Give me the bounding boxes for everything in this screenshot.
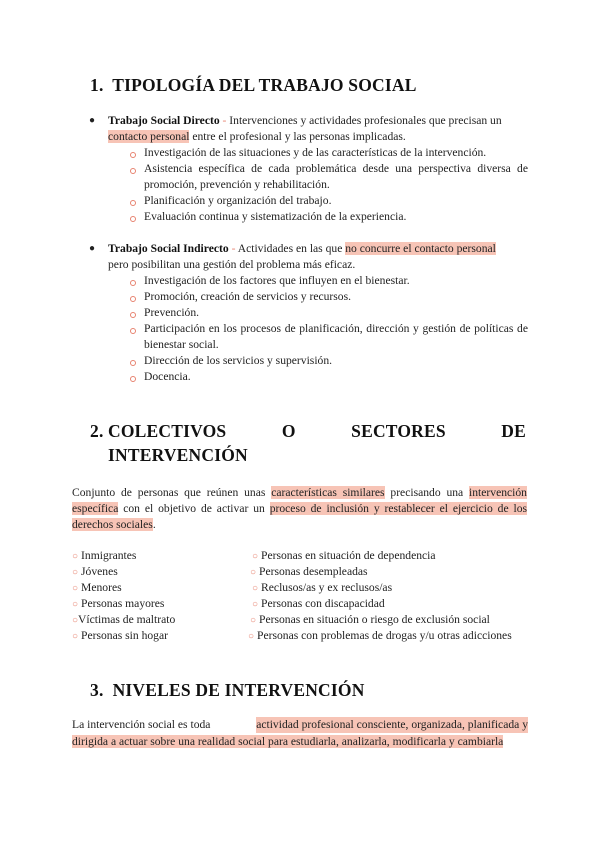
circle-bullet-icon: ○ [250,615,257,626]
indirecto-item-3: Prevención. [144,306,200,319]
colectivo-item: ○ Personas con discapacidad [252,597,385,610]
circle-bullet-icon [130,200,136,206]
directo-item-2: Asistencia específica de cada problemática desde una perspectiva diversa de promoción, prevención y rehabilitación. [144,162,528,191]
indirecto-item-5: Dirección de los servicios y supervisión. [144,354,333,367]
circle-bullet-icon [130,360,136,366]
circle-bullet-icon [130,376,136,382]
colectivos-paragraph: Conjunto de personas que reúnen unas características similares precisando una intervención específica con el objetivo de activar un proceso de inclusión y restablecer el ejercicio de los derechos sociales. [72,486,528,531]
circle-bullet-icon [130,216,136,222]
colectivo-item: ○Víctimas de maltrato [72,613,176,626]
bullet-icon: ● [89,115,96,126]
bullet-icon: ● [89,243,96,254]
colectivo-item: ○ Jóvenes [72,565,118,578]
colectivo-item: ○ Personas con problemas de drogas y/u otras adicciones [248,629,512,642]
colectivo-item: ○ Personas en situación de dependencia [252,549,436,562]
circle-bullet-icon [130,328,136,334]
section-2-heading: 2. COLECTIVOS O SECTORES DE INTERVENCIÓN [90,421,526,465]
circle-bullet-icon: ○ [252,583,259,594]
directo-item-4: Evaluación continua y sistematización de la experiencia. [144,210,407,223]
niveles-paragraph-line2: dirigida a actuar sobre una realidad social para estudiarla, analizarla, modificarla y cambiarla [72,735,504,748]
circle-bullet-icon [130,152,136,158]
colectivo-item: ○ Personas mayores [72,597,165,610]
directo-paragraph-line2: contacto personal entre el profesional y las personas implicadas. [108,130,406,143]
colectivo-item: ○ Reclusos/as y ex reclusos/as [252,581,393,594]
indirecto-item-2: Promoción, creación de servicios y recursos. [144,290,352,303]
section-3-heading: 3. NIVELES DE INTERVENCIÓN [90,680,365,700]
circle-bullet-icon: ○ [72,599,79,610]
circle-bullet-icon [130,280,136,286]
directo-paragraph: Trabajo Social Directo - Intervenciones y actividades profesionales que precisan un [108,114,502,127]
colectivo-item: ○ Inmigrantes [72,549,137,562]
colectivo-item: ○ Personas desempleadas [250,565,368,578]
indirecto-paragraph: Trabajo Social Indirecto - Actividades en las que no concurre el contacto personal [108,242,496,255]
colectivo-item: ○ Personas en situación o riesgo de exclusión social [250,613,490,626]
section-1-heading: 1. TIPOLOGÍA DEL TRABAJO SOCIAL [90,75,417,95]
circle-bullet-icon: ○ [252,551,259,562]
indirecto-item-4: Participación en los procesos de planificación, dirección y gestión de políticas de bienestar social. [144,322,528,351]
directo-item-3: Planificación y organización del trabajo. [144,194,332,207]
circle-bullet-icon: ○ [72,583,79,594]
indirecto-paragraph-line2: pero posibilitan una gestión del problema más eficaz. [108,258,356,271]
colectivo-item: ○ Personas sin hogar [72,629,168,642]
circle-bullet-icon: ○ [248,631,255,642]
circle-bullet-icon: ○ [72,551,79,562]
circle-bullet-icon [130,312,136,318]
indirecto-item-6: Docencia. [144,370,191,383]
circle-bullet-icon: ○ [250,567,257,578]
circle-bullet-icon [130,168,136,174]
circle-bullet-icon [130,296,136,302]
colectivo-item: ○ Menores [72,581,122,594]
directo-item-1: Investigación de las situaciones y de las características de la intervención. [144,146,487,159]
niveles-paragraph: La intervención social es toda actividad profesional consciente, organizada, planificada y [72,718,528,731]
circle-bullet-icon: ○ [72,615,79,626]
circle-bullet-icon: ○ [72,567,79,578]
circle-bullet-icon: ○ [252,599,259,610]
circle-bullet-icon: ○ [72,631,79,642]
indirecto-item-1: Investigación de los factores que influyen en el bienestar. [144,274,410,287]
